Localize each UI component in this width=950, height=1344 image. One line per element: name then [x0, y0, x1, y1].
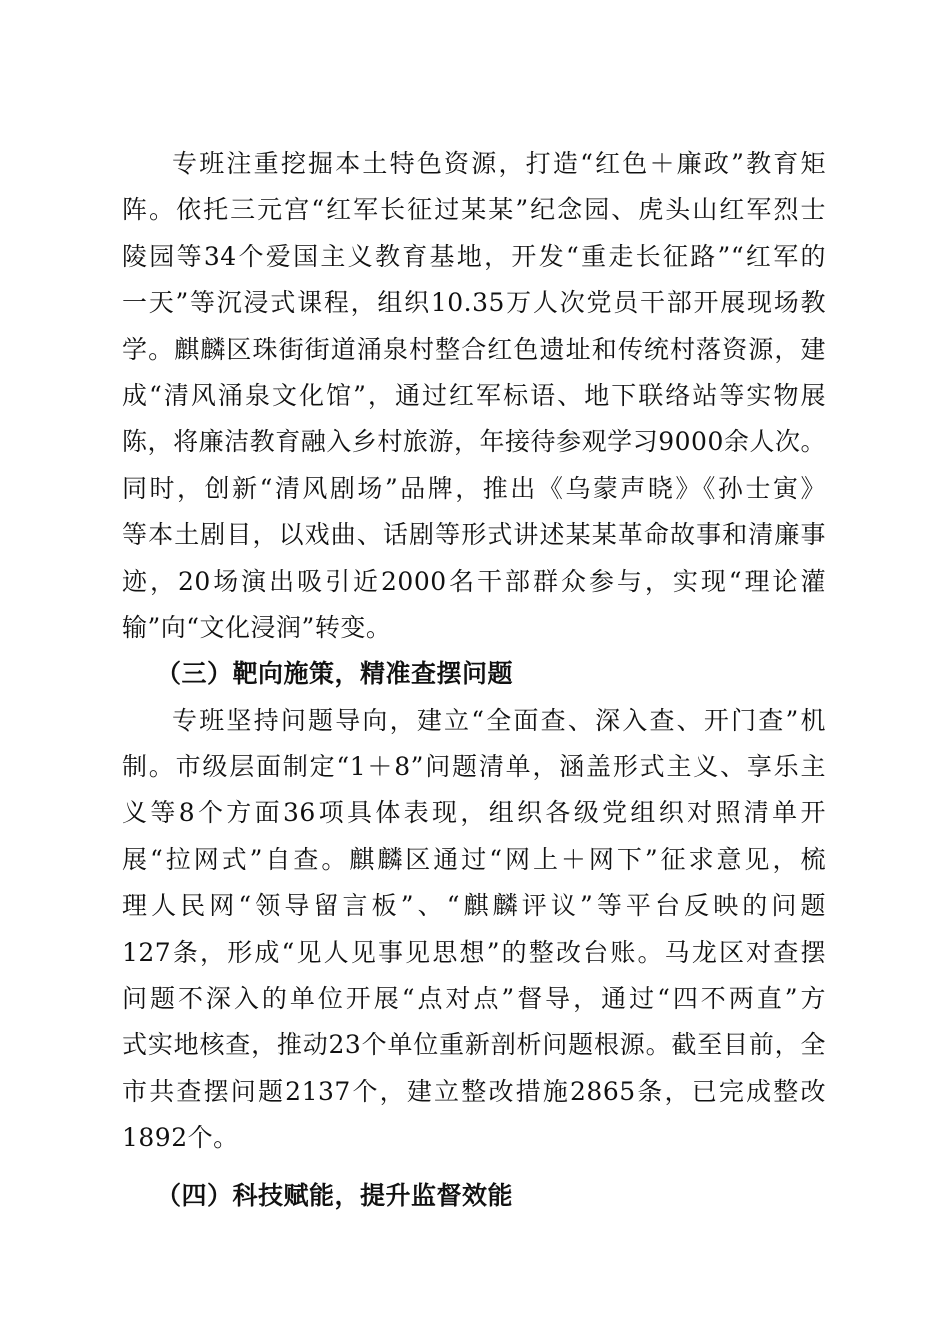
- paragraph-line: 市共查摆问题2137个，建立整改措施2865条，已完成整改: [122, 1076, 826, 1106]
- paragraph-line: 成“清风涌泉文化馆”，通过红军标语、地下联络站等实物展: [122, 380, 826, 410]
- paragraph-line: 陵园等34个爱国主义教育基地，开发“重走长征路”“红军的: [122, 241, 826, 271]
- paragraph-line: 学。麒麟区珠街街道涌泉村整合红色遗址和传统村落资源，建: [122, 334, 826, 364]
- paragraph-line: 一天”等沉浸式课程，组织10.35万人次党员干部开展现场教: [122, 288, 826, 318]
- paragraph-line: 制。市级层面制定“1＋8”问题清单，涵盖形式主义、享乐主: [122, 752, 826, 782]
- document-page: [122, 141, 826, 1219]
- paragraph-line: 127条，形成“见人见事见思想”的整改台账。马龙区对查摆: [122, 937, 826, 967]
- paragraph-line: 式实地核查，推动23个单位重新剖析问题根源。截至目前，全: [122, 1030, 826, 1060]
- paragraph-line: 1892个。: [122, 1123, 239, 1153]
- paragraph-line: 问题不深入的单位开展“点对点”督导，通过“四不两直”方: [122, 984, 826, 1014]
- paragraph-line: 义等8个方面36项具体表现，组织各级党组织对照清单开: [122, 798, 826, 828]
- paragraph-line: 专班注重挖掘本土特色资源，打造“红色＋廉政”教育矩: [172, 149, 826, 178]
- paragraph-line: 陈，将廉洁教育融入乡村旅游，年接待参观学习9000余人次。: [122, 427, 826, 457]
- paragraph-problem-finding: [122, 698, 826, 1162]
- paragraph-line: 专班坚持问题导向，建立“全面查、深入查、开门查”机: [172, 705, 826, 735]
- paragraph-red-education: [122, 141, 826, 651]
- section-heading-4: （四）科技赋能，提升监督效能: [156, 1180, 514, 1210]
- paragraph-line: 输”向“文化浸润”转变。: [122, 612, 392, 642]
- paragraph-line: 等本土剧目，以戏曲、话剧等形式讲述某某革命故事和清廉事: [122, 520, 826, 550]
- section-heading-3: （三）靶向施策，精准查摆问题: [156, 659, 514, 689]
- paragraph-line: 同时，创新“清风剧场”品牌，推出《乌蒙声晓》《孙士寅》: [122, 473, 826, 503]
- paragraph-line: 理人民网“领导留言板”、“麒麟评议”等平台反映的问题: [122, 891, 826, 921]
- paragraph-line: 展“拉网式”自查。麒麟区通过“网上＋网下”征求意见，梳: [122, 844, 826, 874]
- paragraph-line: 阵。依托三元宫“红军长征过某某”纪念园、虎头山红军烈士: [122, 195, 826, 225]
- paragraph-line: 迹，20场演出吸引近2000名干部群众参与，实现“理论灌: [122, 566, 826, 596]
